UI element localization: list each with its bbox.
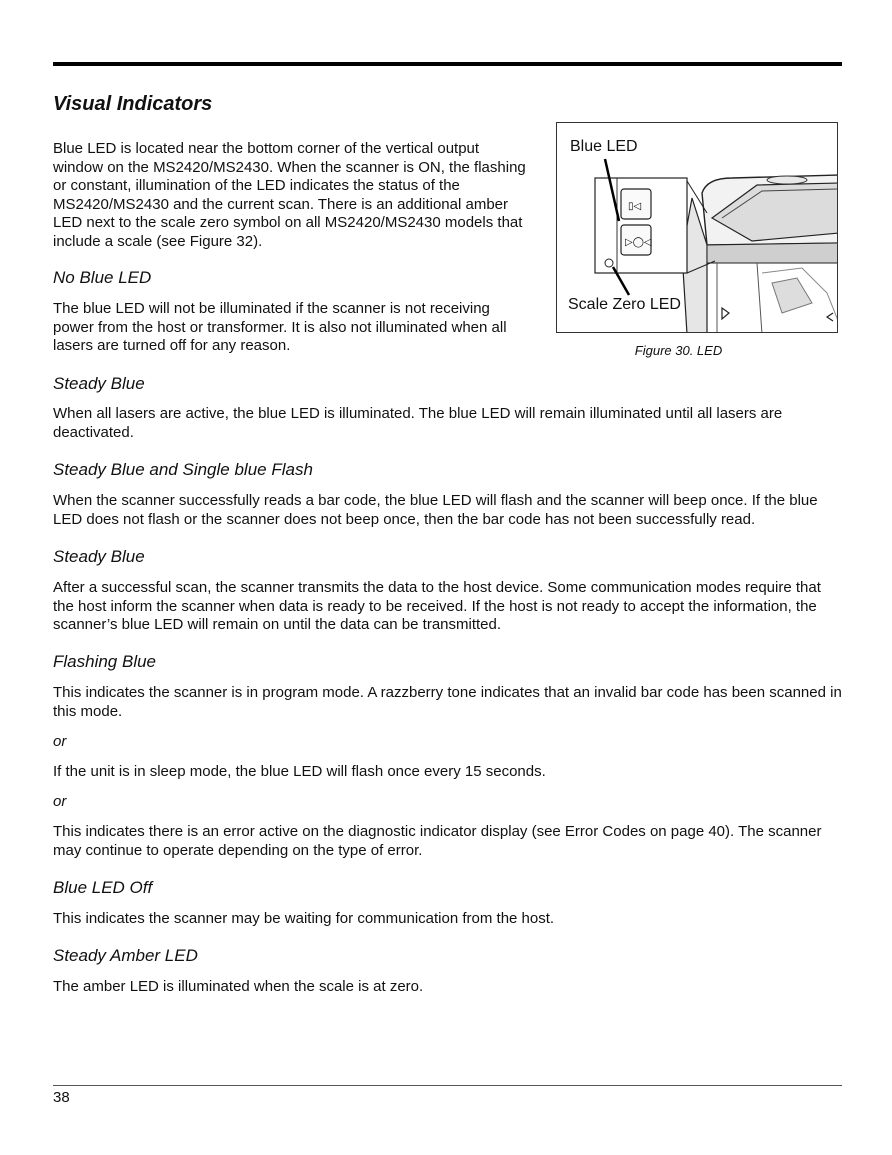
section-body-error: This indicates there is an error active on the diagnostic indicator display (see Error Codes on page 40). The scanner may continue to operate depending on the type of error. xyxy=(53,823,822,859)
led-figure xyxy=(556,122,838,333)
section-heading-single-flash: Steady Blue and Single blue Flash xyxy=(53,460,313,479)
section-heading-blue-led-off: Blue LED Off xyxy=(53,878,153,897)
section-body-steady-blue: When all lasers are active, the blue LED is illuminated. The blue LED will remain illuminated until all lasers are deactivated. xyxy=(53,405,783,441)
page-title: Visual Indicators xyxy=(53,93,213,115)
section-heading-no-blue-led: No Blue LED xyxy=(53,268,152,287)
page-number: 38 xyxy=(53,1089,70,1106)
section-body-single-flash: When the scanner successfully reads a bar code, the blue LED will flash and the scanner will beep once. If the blue LED does not flash or the scanner does not beep once, then the bar code has not been successfully read. xyxy=(53,492,818,528)
or-text-2: or xyxy=(53,793,67,810)
section-heading-flashing-blue: Flashing Blue xyxy=(53,652,157,671)
section-body-flashing-blue: This indicates the scanner is in program mode. A razzberry tone indicates that an invalid bar code has been scanned in this mode. xyxy=(53,684,842,720)
svg-text:▷◯◁: ▷◯◁ xyxy=(625,237,652,248)
figure-label-blue-led: Blue LED xyxy=(570,138,638,155)
bottom-rule xyxy=(53,1085,842,1086)
figure-label-scale-zero-led: Scale Zero LED xyxy=(568,296,681,313)
section-body-sleep-mode: If the unit is in sleep mode, the blue LED will flash once every 15 seconds. xyxy=(53,763,546,780)
section-body-no-blue-led: The blue LED will not be illuminated if the scanner is not receiving power from the host or transformer. It is also not illuminated when all lasers are turned off for any reason. xyxy=(53,300,507,354)
section-heading-steady-blue-2: Steady Blue xyxy=(53,547,145,566)
intro-paragraph: Blue LED is located near the bottom corner of the vertical output window on the MS2420/MS2430. When the scanner is ON, the flashing or constant, illumination of the LED indicates the status of the MS2420/MS2430 and the current scan. There is an additional amber LED next to the scale zero symbol on all MS2420/MS2430 models that include a scale (see Figure 32). xyxy=(53,140,526,250)
figure-caption: Figure 30. LED xyxy=(634,343,723,358)
section-body-steady-blue-2: After a successful scan, the scanner transmits the data to the host device. Some communication modes require that the host inform the scanner when data is ready to be received. If the host is not ready to accept the information, the scanner’s blue LED will remain on until the data can be transmitted. xyxy=(53,579,821,633)
section-heading-steady-amber: Steady Amber LED xyxy=(53,946,198,965)
svg-text:▯◁: ▯◁ xyxy=(628,201,642,212)
section-heading-steady-blue: Steady Blue xyxy=(53,374,145,393)
section-body-steady-amber: The amber LED is illuminated when the scale is at zero. xyxy=(53,978,424,995)
or-text-1: or xyxy=(53,733,67,750)
top-rule xyxy=(53,62,842,66)
section-body-blue-led-off: This indicates the scanner may be waiting for communication from the host. xyxy=(53,910,555,927)
